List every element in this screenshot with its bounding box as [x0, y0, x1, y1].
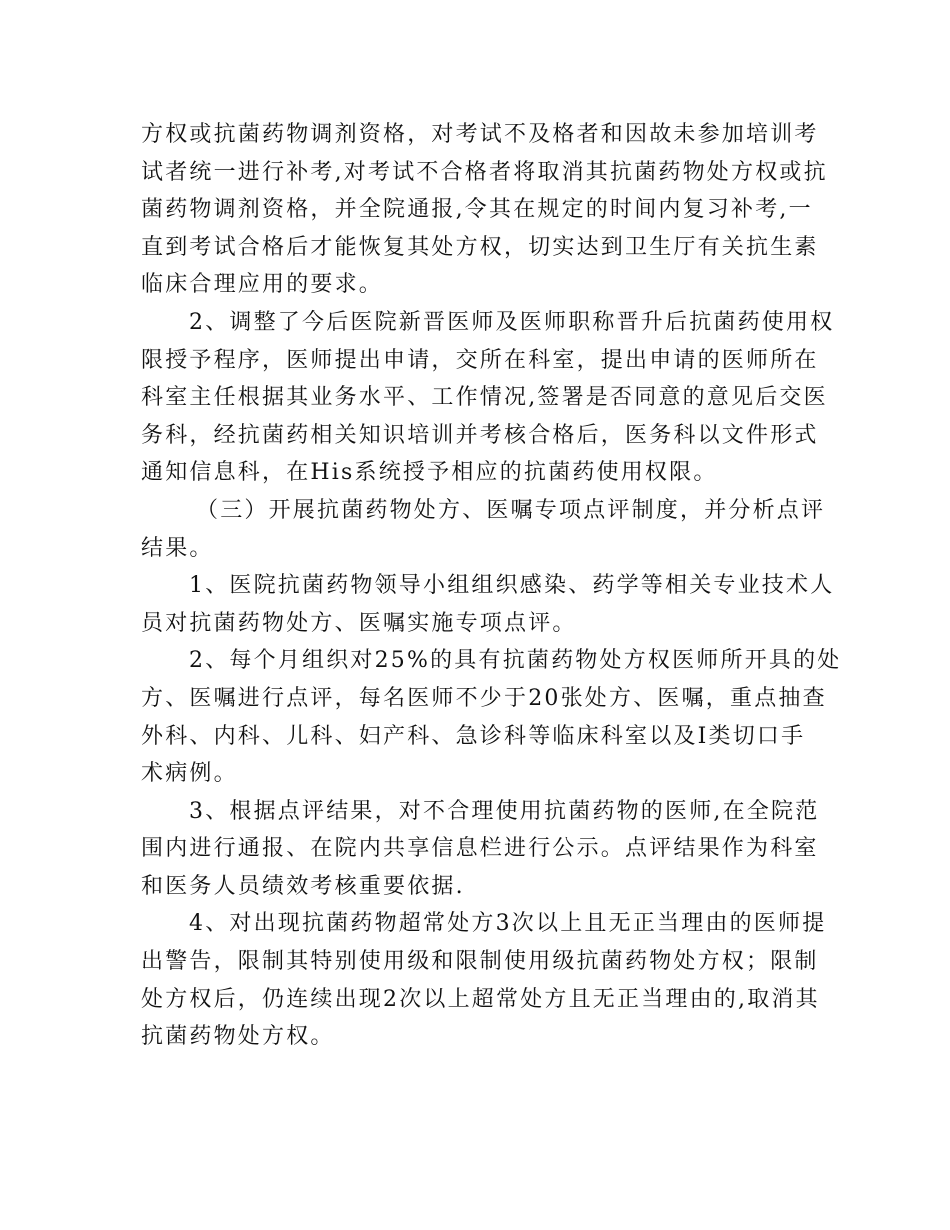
text-line: 术病例。: [141, 761, 238, 787]
text-line: 3、根据点评结果，对不合理使用抗菌药物的医师,在全院范: [189, 798, 820, 824]
text-line: 方、医嘱进行点评，每名医师不少于20张处方、医嘱，重点抽查: [141, 685, 827, 711]
section-heading: [141, 492, 826, 567]
text-line: 菌药物调剂资格，并全院通报,令其在规定的时间内复习补考,一: [141, 197, 813, 223]
text-line: 直到考试合格后才能恢复其处方权，切实达到卫生厅有关抗生素: [141, 234, 819, 260]
text-line: 临床合理应用的要求。: [141, 272, 384, 298]
text-line: 方权或抗菌药物调剂资格，对考试不及格者和因故未参加培训考: [141, 122, 819, 147]
paragraph-item-1-review: [141, 567, 835, 642]
text-line: 和医务人员绩效考核重要依据.: [141, 873, 465, 899]
text-line: 员对抗菌药物处方、医嘱实施专项点评。: [141, 610, 577, 636]
text-line: 结果。: [141, 535, 214, 561]
text-line: 处方权后，仍连续出现2次以上超常处方且无正当理由的,取消其: [141, 986, 820, 1012]
document-body: [141, 116, 842, 1056]
paragraph-item-2-permission: [141, 304, 835, 492]
paragraph-item-2-monthly: [141, 642, 842, 792]
text-line: 4、对出现抗菌药物超常处方3次以上且无正当理由的医师提: [189, 911, 827, 937]
text-line: 限授予程序，医师提出申请，交所在科室，提出申请的医师所在: [141, 347, 819, 373]
paragraph-continued: [141, 116, 828, 304]
text-line: （三）开展抗菌药物处方、医嘱专项点评制度，并分析点评: [196, 497, 826, 523]
text-line: 务科，经抗菌药相关知识培训并考核合格后，医务科以文件形式: [141, 422, 819, 448]
paragraph-item-4-warning: [141, 905, 827, 1055]
text-line: 2、调整了今后医院新晋医师及医师职称晋升后抗菌药使用权: [189, 309, 835, 335]
text-line: 外科、内科、儿科、妇产科、急诊科等临床科室以及I类切口手: [141, 723, 806, 749]
text-line: 科室主任根据其业务水平、工作情况,签署是否同意的意见后交医: [141, 385, 828, 411]
text-line: 2、每个月组织对25%的具有抗菌药物处方权医师所开具的处: [189, 648, 842, 674]
text-line: 通知信息科，在His系统授予相应的抗菌药使用权限。: [141, 460, 718, 486]
paragraph-item-3-results: [141, 793, 820, 906]
text-line: 围内进行通报、在院内共享信息栏进行公示。点评结果作为科室: [141, 836, 819, 862]
text-line: 试者统一进行补考,对考试不合格者将取消其抗菌药物处方权或抗: [141, 159, 828, 185]
text-line: 1、医院抗菌药物领导小组组织感染、药学等相关专业技术人: [189, 573, 835, 599]
text-line: 抗菌药物处方权。: [141, 1024, 335, 1050]
text-line: 出警告，限制其特别使用级和限制使用级抗菌药物处方权；限制: [141, 949, 819, 975]
